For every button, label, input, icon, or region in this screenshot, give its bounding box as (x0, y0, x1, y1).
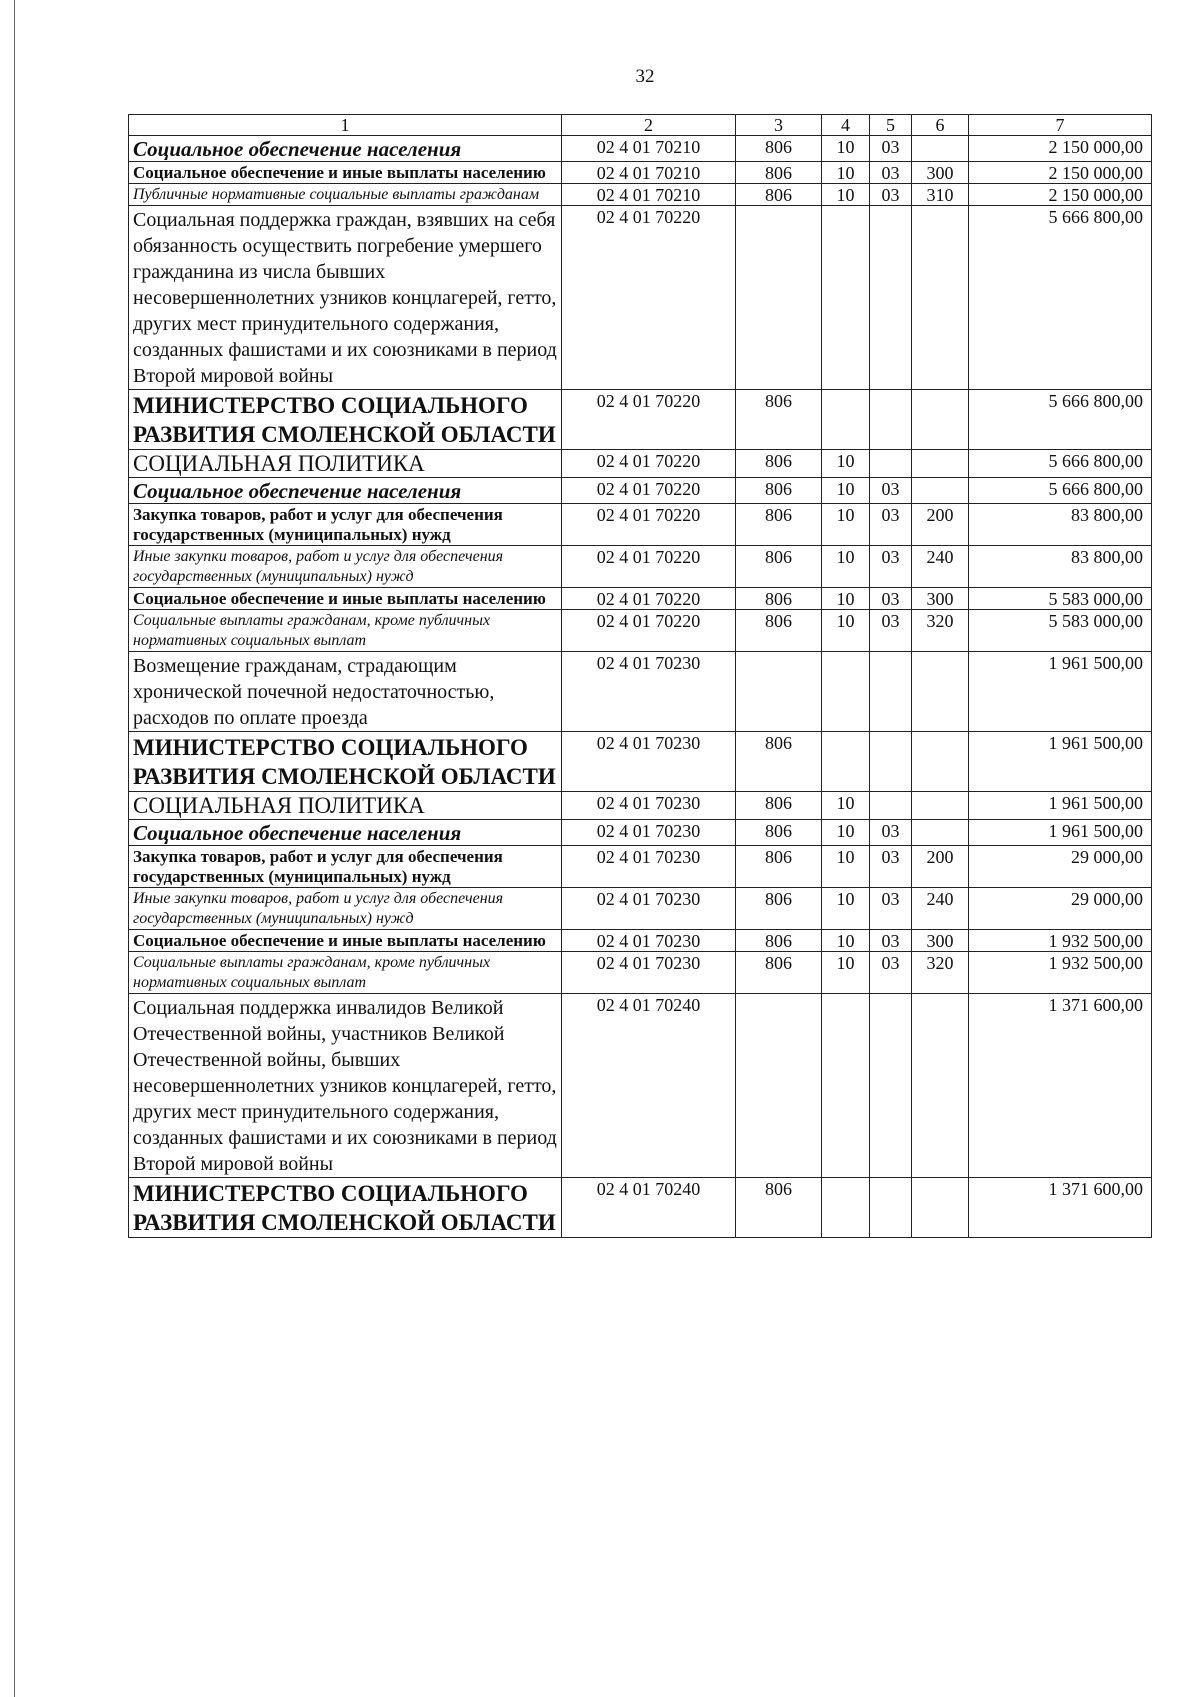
amount: 5 583 000,00 (969, 610, 1152, 652)
row-name: Социальные выплаты гражданам, кроме публичных нормативных социальных выплат (129, 610, 562, 652)
table-row (129, 888, 1152, 930)
header-cell: 6 (912, 115, 969, 136)
target-article-code: 02 4 01 70230 (562, 732, 736, 792)
expense-type-code: 240 (912, 546, 969, 588)
table-row (129, 390, 1152, 450)
section-code: 10 (822, 478, 870, 504)
subsection-code: 03 (870, 546, 912, 588)
target-article-code: 02 4 01 70220 (562, 610, 736, 652)
target-article-code: 02 4 01 70220 (562, 546, 736, 588)
target-article-code: 02 4 01 70230 (562, 820, 736, 846)
table-row (129, 792, 1152, 820)
amount: 1 961 500,00 (969, 792, 1152, 820)
row-name: МИНИСТЕРСТВО СОЦИАЛЬНОГО РАЗВИТИЯ СМОЛЕНСКОЙ ОБЛАСТИ (129, 732, 562, 792)
section-code (822, 994, 870, 1178)
expense-type-code: 300 (912, 930, 969, 952)
section-code: 10 (822, 952, 870, 994)
ministry-code: 806 (736, 732, 822, 792)
expense-type-code (912, 1178, 969, 1238)
row-name: МИНИСТЕРСТВО СОЦИАЛЬНОГО РАЗВИТИЯ СМОЛЕНСКОЙ ОБЛАСТИ (129, 1178, 562, 1238)
expense-type-code (912, 450, 969, 478)
table-row (129, 162, 1152, 184)
subsection-code: 03 (870, 888, 912, 930)
ministry-code (736, 994, 822, 1178)
table-row (129, 206, 1152, 390)
target-article-code: 02 4 01 70240 (562, 994, 736, 1178)
ministry-code: 806 (736, 162, 822, 184)
subsection-code (870, 652, 912, 732)
ministry-code: 806 (736, 610, 822, 652)
header-cell: 3 (736, 115, 822, 136)
header-cell: 7 (969, 115, 1152, 136)
table-row (129, 546, 1152, 588)
row-name: Публичные нормативные социальные выплаты гражданам (129, 184, 562, 206)
expense-type-code: 320 (912, 952, 969, 994)
amount: 5 666 800,00 (969, 450, 1152, 478)
amount: 5 666 800,00 (969, 390, 1152, 450)
expense-type-code (912, 136, 969, 162)
subsection-code: 03 (870, 504, 912, 546)
subsection-code: 03 (870, 930, 912, 952)
ministry-code: 806 (736, 184, 822, 206)
target-article-code: 02 4 01 70220 (562, 478, 736, 504)
subsection-code (870, 206, 912, 390)
expense-type-code (912, 390, 969, 450)
amount: 2 150 000,00 (969, 162, 1152, 184)
subsection-code (870, 1178, 912, 1238)
table-row (129, 732, 1152, 792)
ministry-code: 806 (736, 930, 822, 952)
table-row (129, 994, 1152, 1178)
amount: 5 666 800,00 (969, 206, 1152, 390)
row-name: Социальное обеспечение и иные выплаты населению (129, 588, 562, 610)
row-name: Социальное обеспечение населения (129, 136, 562, 162)
table-row (129, 952, 1152, 994)
target-article-code: 02 4 01 70230 (562, 792, 736, 820)
section-code: 10 (822, 792, 870, 820)
header-cell: 4 (822, 115, 870, 136)
target-article-code: 02 4 01 70220 (562, 450, 736, 478)
table-row (129, 652, 1152, 732)
section-code: 10 (822, 136, 870, 162)
target-article-code: 02 4 01 70230 (562, 846, 736, 888)
table-row (129, 478, 1152, 504)
table-row (129, 450, 1152, 478)
subsection-code (870, 450, 912, 478)
subsection-code (870, 390, 912, 450)
row-name: Социальное обеспечение и иные выплаты населению (129, 162, 562, 184)
expense-type-code (912, 652, 969, 732)
subsection-code (870, 732, 912, 792)
ministry-code: 806 (736, 390, 822, 450)
subsection-code: 03 (870, 184, 912, 206)
target-article-code: 02 4 01 70230 (562, 652, 736, 732)
row-name: Закупка товаров, работ и услуг для обеспечения государственных (муниципальных) нужд (129, 846, 562, 888)
row-name: Иные закупки товаров, работ и услуг для обеспечения государственных (муниципальных) нужд (129, 888, 562, 930)
ministry-code: 806 (736, 478, 822, 504)
table-row (129, 820, 1152, 846)
subsection-code: 03 (870, 478, 912, 504)
expense-type-code: 300 (912, 162, 969, 184)
row-name: Возмещение гражданам, страдающим хронической почечной недостаточностью, расходов по оплате проезда (129, 652, 562, 732)
section-code: 10 (822, 546, 870, 588)
amount: 29 000,00 (969, 846, 1152, 888)
row-name: Социальное обеспечение населения (129, 478, 562, 504)
expense-type-code: 300 (912, 588, 969, 610)
table-row (129, 846, 1152, 888)
table-row (129, 136, 1152, 162)
target-article-code: 02 4 01 70230 (562, 930, 736, 952)
section-code (822, 652, 870, 732)
expense-type-code (912, 994, 969, 1178)
subsection-code: 03 (870, 136, 912, 162)
header-cell: 1 (129, 115, 562, 136)
ministry-code: 806 (736, 504, 822, 546)
expense-type-code: 200 (912, 504, 969, 546)
target-article-code: 02 4 01 70220 (562, 206, 736, 390)
expense-type-code (912, 820, 969, 846)
amount: 1 371 600,00 (969, 1178, 1152, 1238)
section-code (822, 732, 870, 792)
header-cell: 2 (562, 115, 736, 136)
ministry-code: 806 (736, 1178, 822, 1238)
subsection-code: 03 (870, 610, 912, 652)
amount: 29 000,00 (969, 888, 1152, 930)
amount: 2 150 000,00 (969, 136, 1152, 162)
ministry-code: 806 (736, 846, 822, 888)
subsection-code: 03 (870, 846, 912, 888)
expense-type-code (912, 732, 969, 792)
section-code: 10 (822, 610, 870, 652)
target-article-code: 02 4 01 70240 (562, 1178, 736, 1238)
target-article-code: 02 4 01 70220 (562, 504, 736, 546)
expense-type-code: 310 (912, 184, 969, 206)
section-code: 10 (822, 450, 870, 478)
ministry-code: 806 (736, 792, 822, 820)
target-article-code: 02 4 01 70230 (562, 888, 736, 930)
amount: 2 150 000,00 (969, 184, 1152, 206)
amount: 5 583 000,00 (969, 588, 1152, 610)
expense-type-code (912, 792, 969, 820)
table-row (129, 184, 1152, 206)
expense-type-code: 200 (912, 846, 969, 888)
subsection-code (870, 994, 912, 1178)
ministry-code: 806 (736, 952, 822, 994)
section-code: 10 (822, 820, 870, 846)
table-row (129, 930, 1152, 952)
target-article-code: 02 4 01 70210 (562, 184, 736, 206)
row-name: МИНИСТЕРСТВО СОЦИАЛЬНОГО РАЗВИТИЯ СМОЛЕНСКОЙ ОБЛАСТИ (129, 390, 562, 450)
row-name: Социальное обеспечение населения (129, 820, 562, 846)
ministry-code: 806 (736, 588, 822, 610)
header-cell: 5 (870, 115, 912, 136)
page-number: 32 (635, 66, 655, 87)
subsection-code: 03 (870, 588, 912, 610)
section-code: 10 (822, 846, 870, 888)
target-article-code: 02 4 01 70220 (562, 588, 736, 610)
subsection-code: 03 (870, 820, 912, 846)
amount: 1 961 500,00 (969, 652, 1152, 732)
section-code: 10 (822, 888, 870, 930)
row-name: Социальное обеспечение и иные выплаты населению (129, 930, 562, 952)
target-article-code: 02 4 01 70220 (562, 390, 736, 450)
amount: 5 666 800,00 (969, 478, 1152, 504)
table-row (129, 588, 1152, 610)
ministry-code: 806 (736, 136, 822, 162)
row-name: СОЦИАЛЬНАЯ ПОЛИТИКА (129, 792, 562, 820)
ministry-code: 806 (736, 820, 822, 846)
amount: 1 371 600,00 (969, 994, 1152, 1178)
table-row (129, 610, 1152, 652)
subsection-code (870, 792, 912, 820)
subsection-code: 03 (870, 952, 912, 994)
target-article-code: 02 4 01 70210 (562, 162, 736, 184)
section-code: 10 (822, 162, 870, 184)
row-name: Социальная поддержка граждан, взявших на себя обязанность осуществить погребение умершего гражданина из числа бывших несовершеннолетних узников концлагерей, гетто, других мест принудительного содержания, созданных фашистами и их союзниками в период Второй мировой войны (129, 206, 562, 390)
section-code (822, 206, 870, 390)
section-code: 10 (822, 930, 870, 952)
amount: 1 932 500,00 (969, 952, 1152, 994)
amount: 1 932 500,00 (969, 930, 1152, 952)
amount: 83 800,00 (969, 546, 1152, 588)
expense-type-code: 240 (912, 888, 969, 930)
section-code: 10 (822, 504, 870, 546)
section-code: 10 (822, 184, 870, 206)
target-article-code: 02 4 01 70230 (562, 952, 736, 994)
row-name: Закупка товаров, работ и услуг для обеспечения государственных (муниципальных) нужд (129, 504, 562, 546)
ministry-code: 806 (736, 450, 822, 478)
budget-table (128, 114, 1152, 1238)
ministry-code: 806 (736, 888, 822, 930)
target-article-code: 02 4 01 70210 (562, 136, 736, 162)
ministry-code: 806 (736, 546, 822, 588)
section-code: 10 (822, 588, 870, 610)
ministry-code (736, 206, 822, 390)
expense-type-code (912, 478, 969, 504)
table-body (129, 136, 1152, 1238)
row-name: Социальная поддержка инвалидов Великой Отечественной войны, участников Великой Отечественной войны, бывших несовершеннолетних узников концлагерей, гетто, других мест принудительного содержания, созданных фашистами и их союзниками в период Второй мировой войны (129, 994, 562, 1178)
row-name: Социальные выплаты гражданам, кроме публичных нормативных социальных выплат (129, 952, 562, 994)
section-code (822, 1178, 870, 1238)
row-name: Иные закупки товаров, работ и услуг для обеспечения государственных (муниципальных) нужд (129, 546, 562, 588)
subsection-code: 03 (870, 162, 912, 184)
ministry-code (736, 652, 822, 732)
binding-margin-line (14, 0, 15, 1697)
amount: 1 961 500,00 (969, 820, 1152, 846)
expense-type-code: 320 (912, 610, 969, 652)
section-code (822, 390, 870, 450)
header-row (129, 115, 1152, 136)
table-row (129, 504, 1152, 546)
table-row (129, 1178, 1152, 1238)
expense-type-code (912, 206, 969, 390)
row-name: СОЦИАЛЬНАЯ ПОЛИТИКА (129, 450, 562, 478)
amount: 1 961 500,00 (969, 732, 1152, 792)
amount: 83 800,00 (969, 504, 1152, 546)
